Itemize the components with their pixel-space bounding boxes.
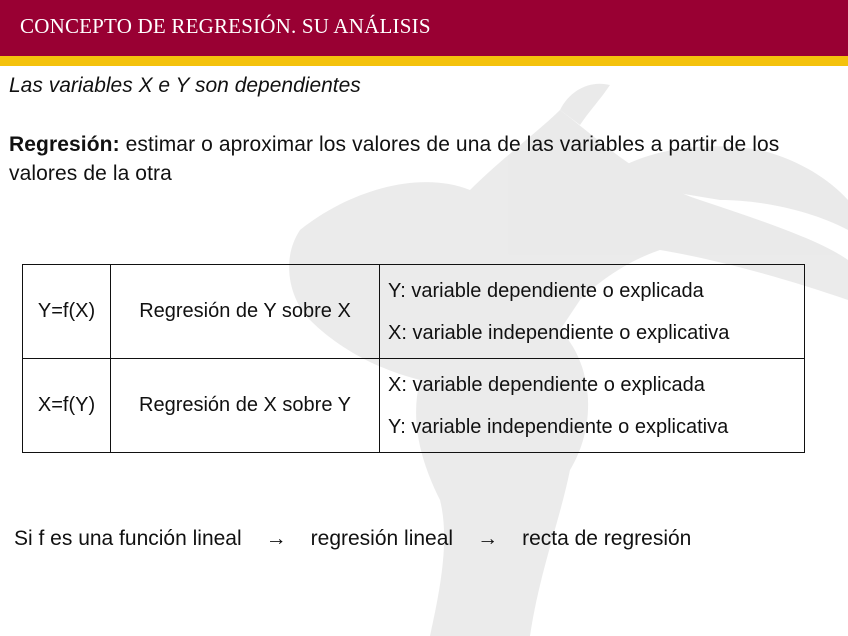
function-cell: Y=f(X) — [23, 265, 111, 359]
summary-condition: Si f es una función lineal — [14, 527, 242, 550]
table-row — [23, 265, 805, 359]
variables-cell — [380, 359, 805, 453]
summary-linear-regression: regresión lineal — [310, 527, 454, 550]
regression-table — [22, 264, 805, 453]
definition-term: Regresión: — [9, 133, 120, 156]
linear-regression-summary — [14, 527, 691, 551]
subtitle: Las variables X e Y son dependientes — [9, 74, 361, 97]
regression-name-cell: Regresión de X sobre Y — [111, 359, 380, 453]
title-accent-stripe — [0, 56, 848, 66]
dependent-variable: X: variable dependiente o explicada — [388, 373, 705, 396]
summary-regression-line: recta de regresión — [522, 527, 692, 550]
function-cell: X=f(Y) — [23, 359, 111, 453]
title-bar — [0, 0, 848, 56]
arrow-right-icon: → — [477, 527, 499, 550]
definition-text: estimar o aproximar los valores de una de las variables a partir de los valores de la otra — [9, 133, 780, 185]
regression-definition — [9, 130, 843, 188]
dependent-variable: Y: variable dependiente o explicada — [388, 279, 704, 302]
regression-name-cell: Regresión de Y sobre X — [111, 265, 380, 359]
arrow-right-icon: → — [265, 527, 287, 550]
independent-variable: Y: variable independiente o explicativa — [388, 415, 729, 438]
variables-cell — [380, 265, 805, 359]
slide-title: CONCEPTO DE REGRESIÓN. SU ANÁLISIS — [20, 14, 431, 38]
table-row — [23, 359, 805, 453]
independent-variable: X: variable independiente o explicativa — [388, 321, 730, 344]
